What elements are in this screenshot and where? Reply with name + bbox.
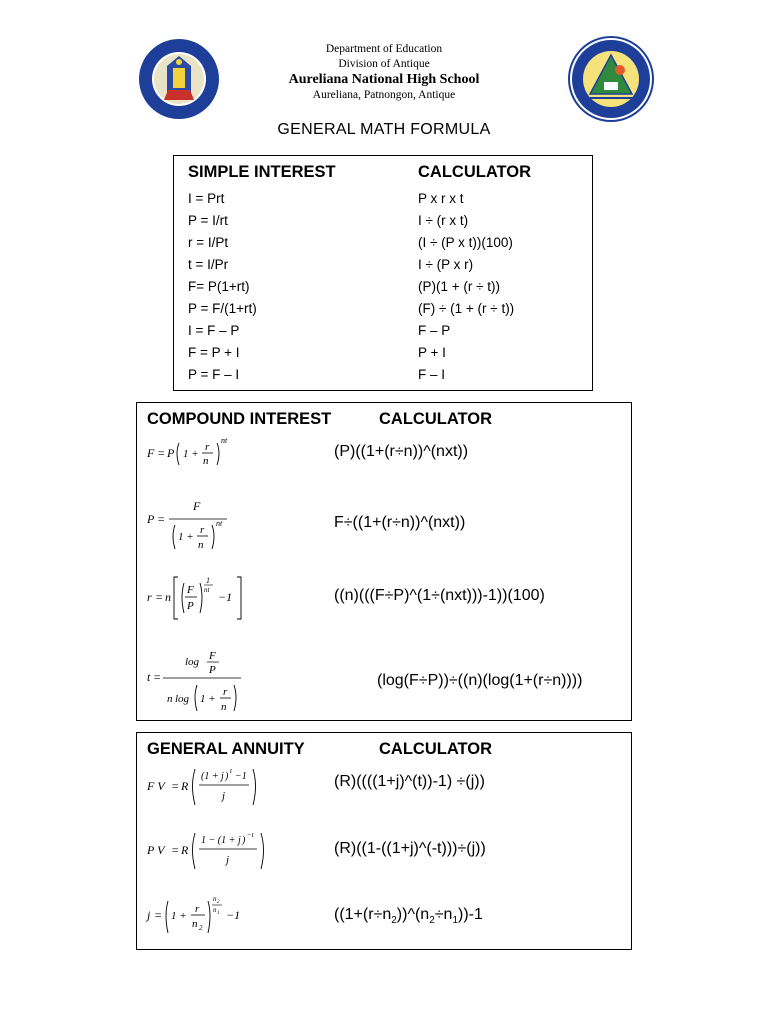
svg-text:R: R: [181, 843, 189, 857]
svg-text:=: =: [171, 779, 180, 793]
svg-text:=: =: [155, 590, 164, 604]
compound-calc: (P)((1+(r÷n))^(nxt)): [334, 443, 469, 460]
svg-text:j: j: [238, 835, 241, 846]
annuity-calc-subscript: 2: [391, 915, 397, 927]
annuity-present-value-formula: [145, 827, 295, 873]
svg-text:1 − (1 +: 1 − (1 +: [201, 835, 236, 846]
annuity-calc-part: ))-1: [458, 906, 483, 923]
simple-calc: (F) ÷ (1 + (r ÷ t)): [418, 301, 515, 316]
compound-present-value-formula: [145, 491, 275, 553]
svg-text:j: j: [222, 790, 226, 802]
header-department: Department of Education: [325, 43, 443, 55]
svg-text:nt: nt: [221, 436, 228, 445]
svg-text:1: 1: [217, 911, 220, 916]
svg-text:P: P: [187, 600, 194, 612]
svg-text:=: =: [154, 908, 163, 922]
annuity-calc: (R)((((1+j)^(t))-1) ÷(j)): [334, 773, 485, 790]
svg-text:F V: F V: [147, 779, 165, 793]
simple-formula: I = Prt: [188, 191, 225, 206]
simple-calc: (P)(1 + (r ÷ t)): [418, 279, 501, 294]
simple-interest-box: [173, 155, 593, 391]
header-school: Aureliana National High School: [288, 72, 480, 87]
svg-text:F: F: [193, 499, 201, 513]
svg-text:j: j: [147, 908, 151, 922]
svg-text:R: R: [181, 779, 189, 793]
svg-text:n: n: [198, 539, 204, 551]
simple-formula: I = F – P: [188, 323, 240, 338]
svg-text:n: n: [167, 693, 173, 705]
svg-text:=: =: [153, 670, 162, 684]
svg-text:F: F: [209, 650, 216, 662]
simple-formula: F= P(1+rt): [188, 279, 250, 294]
simple-formula: r = I/Pt: [188, 235, 229, 250]
svg-text:): ): [225, 771, 229, 782]
svg-text:r: r: [223, 686, 228, 698]
svg-text:r: r: [195, 903, 200, 915]
svg-text:j: j: [226, 854, 230, 866]
annuity-heading: GENERAL ANNUITY: [147, 740, 305, 758]
simple-calc: I ÷ (r x t): [418, 213, 469, 228]
simple-formula: P = I/rt: [188, 213, 228, 228]
svg-text:=: =: [157, 512, 166, 526]
svg-text:1 +: 1 +: [178, 531, 194, 543]
svg-text:1 +: 1 +: [171, 910, 187, 922]
svg-text:j: j: [221, 771, 224, 782]
svg-text:P V: P V: [147, 843, 165, 857]
simple-calculator-heading: CALCULATOR: [418, 163, 532, 181]
svg-text:2: 2: [199, 924, 203, 932]
simple-calc: P x r x t: [418, 191, 464, 206]
svg-text:1: 1: [206, 576, 210, 585]
svg-text:−t: −t: [247, 831, 254, 839]
svg-text:1 +: 1 +: [200, 693, 216, 705]
annuity-calc: [334, 906, 483, 926]
annuity-calc-subscript: 1: [452, 915, 458, 927]
svg-text:2: 2: [217, 900, 220, 905]
annuity-calc-part: ((1+(r÷n: [334, 906, 392, 923]
general-annuity-box: [136, 732, 632, 950]
compound-future-value-formula: [145, 433, 275, 475]
svg-text:n: n: [165, 590, 171, 604]
svg-text:nt: nt: [216, 519, 223, 528]
svg-text:r: r: [200, 524, 205, 536]
simple-calc: (I ÷ (P x t))(100): [418, 235, 513, 250]
svg-text:n: n: [213, 906, 217, 914]
svg-text:t: t: [147, 670, 151, 684]
svg-text:r: r: [205, 441, 210, 453]
svg-text:log: log: [185, 656, 200, 668]
svg-text:nt: nt: [204, 586, 210, 594]
compound-calc: F÷((1+(r÷n))^(nxt)): [334, 514, 466, 531]
svg-text:t: t: [230, 767, 232, 775]
annuity-rate-formula: [145, 891, 295, 941]
svg-text:r: r: [147, 590, 152, 604]
svg-text:−1: −1: [226, 908, 241, 922]
svg-text:n: n: [213, 895, 217, 903]
svg-text:n: n: [203, 455, 209, 467]
svg-text:): ): [242, 835, 246, 846]
svg-text:=: =: [157, 446, 166, 460]
simple-formula: P = F/(1+rt): [188, 301, 257, 316]
header-address: Aureliana, Patnongon, Antique: [312, 89, 456, 101]
annuity-calculator-heading: CALCULATOR: [379, 740, 493, 758]
simple-calc: I ÷ (P x r): [418, 257, 474, 272]
simple-formula: P = F – I: [188, 367, 240, 382]
svg-text:P: P: [209, 664, 216, 676]
svg-text:=: =: [171, 843, 180, 857]
simple-calc: F – I: [418, 367, 446, 382]
svg-text:−1: −1: [235, 771, 247, 782]
compound-interest-box: [136, 402, 632, 721]
svg-text:F: F: [187, 584, 194, 596]
compound-calculator-heading: CALCULATOR: [379, 410, 493, 428]
compound-calc: ((n)(((F÷P)^(1÷(nxt)))-1))(100): [334, 587, 545, 604]
header-division: Division of Antique: [338, 58, 430, 70]
simple-formula: F = P + I: [188, 345, 240, 360]
svg-text:n: n: [221, 701, 227, 713]
svg-text:log: log: [175, 693, 190, 705]
svg-text:n: n: [192, 918, 198, 930]
annuity-future-value-formula: [145, 763, 295, 809]
simple-formula: t = I/Pr: [188, 257, 229, 272]
simple-calc: F – P: [418, 323, 451, 338]
annuity-calc-part: ÷n: [434, 906, 453, 923]
page-title: GENERAL MATH FORMULA: [277, 121, 491, 138]
svg-text:P: P: [147, 512, 155, 526]
annuity-calc: (R)((1-((1+j)^(-t)))÷(j)): [334, 840, 486, 857]
compound-interest-heading: COMPOUND INTEREST: [147, 410, 332, 428]
svg-text:P: P: [167, 446, 175, 460]
svg-text:(1 +: (1 +: [201, 771, 219, 782]
svg-text:1 +: 1 +: [183, 448, 199, 460]
simple-calc: P + I: [418, 345, 446, 360]
svg-text:F: F: [147, 446, 155, 460]
compound-time-formula: [145, 647, 275, 721]
school-seal-logo: [568, 36, 654, 122]
svg-text:−1: −1: [218, 590, 233, 604]
simple-interest-heading: SIMPLE INTEREST: [188, 163, 336, 181]
annuity-calc-part: ))^(n: [396, 906, 430, 923]
compound-rate-formula: [145, 571, 275, 623]
compound-calc: (log(F÷P))÷((n)(log(1+(r÷n)))): [377, 672, 583, 689]
annuity-calc-subscript: 2: [429, 915, 435, 927]
